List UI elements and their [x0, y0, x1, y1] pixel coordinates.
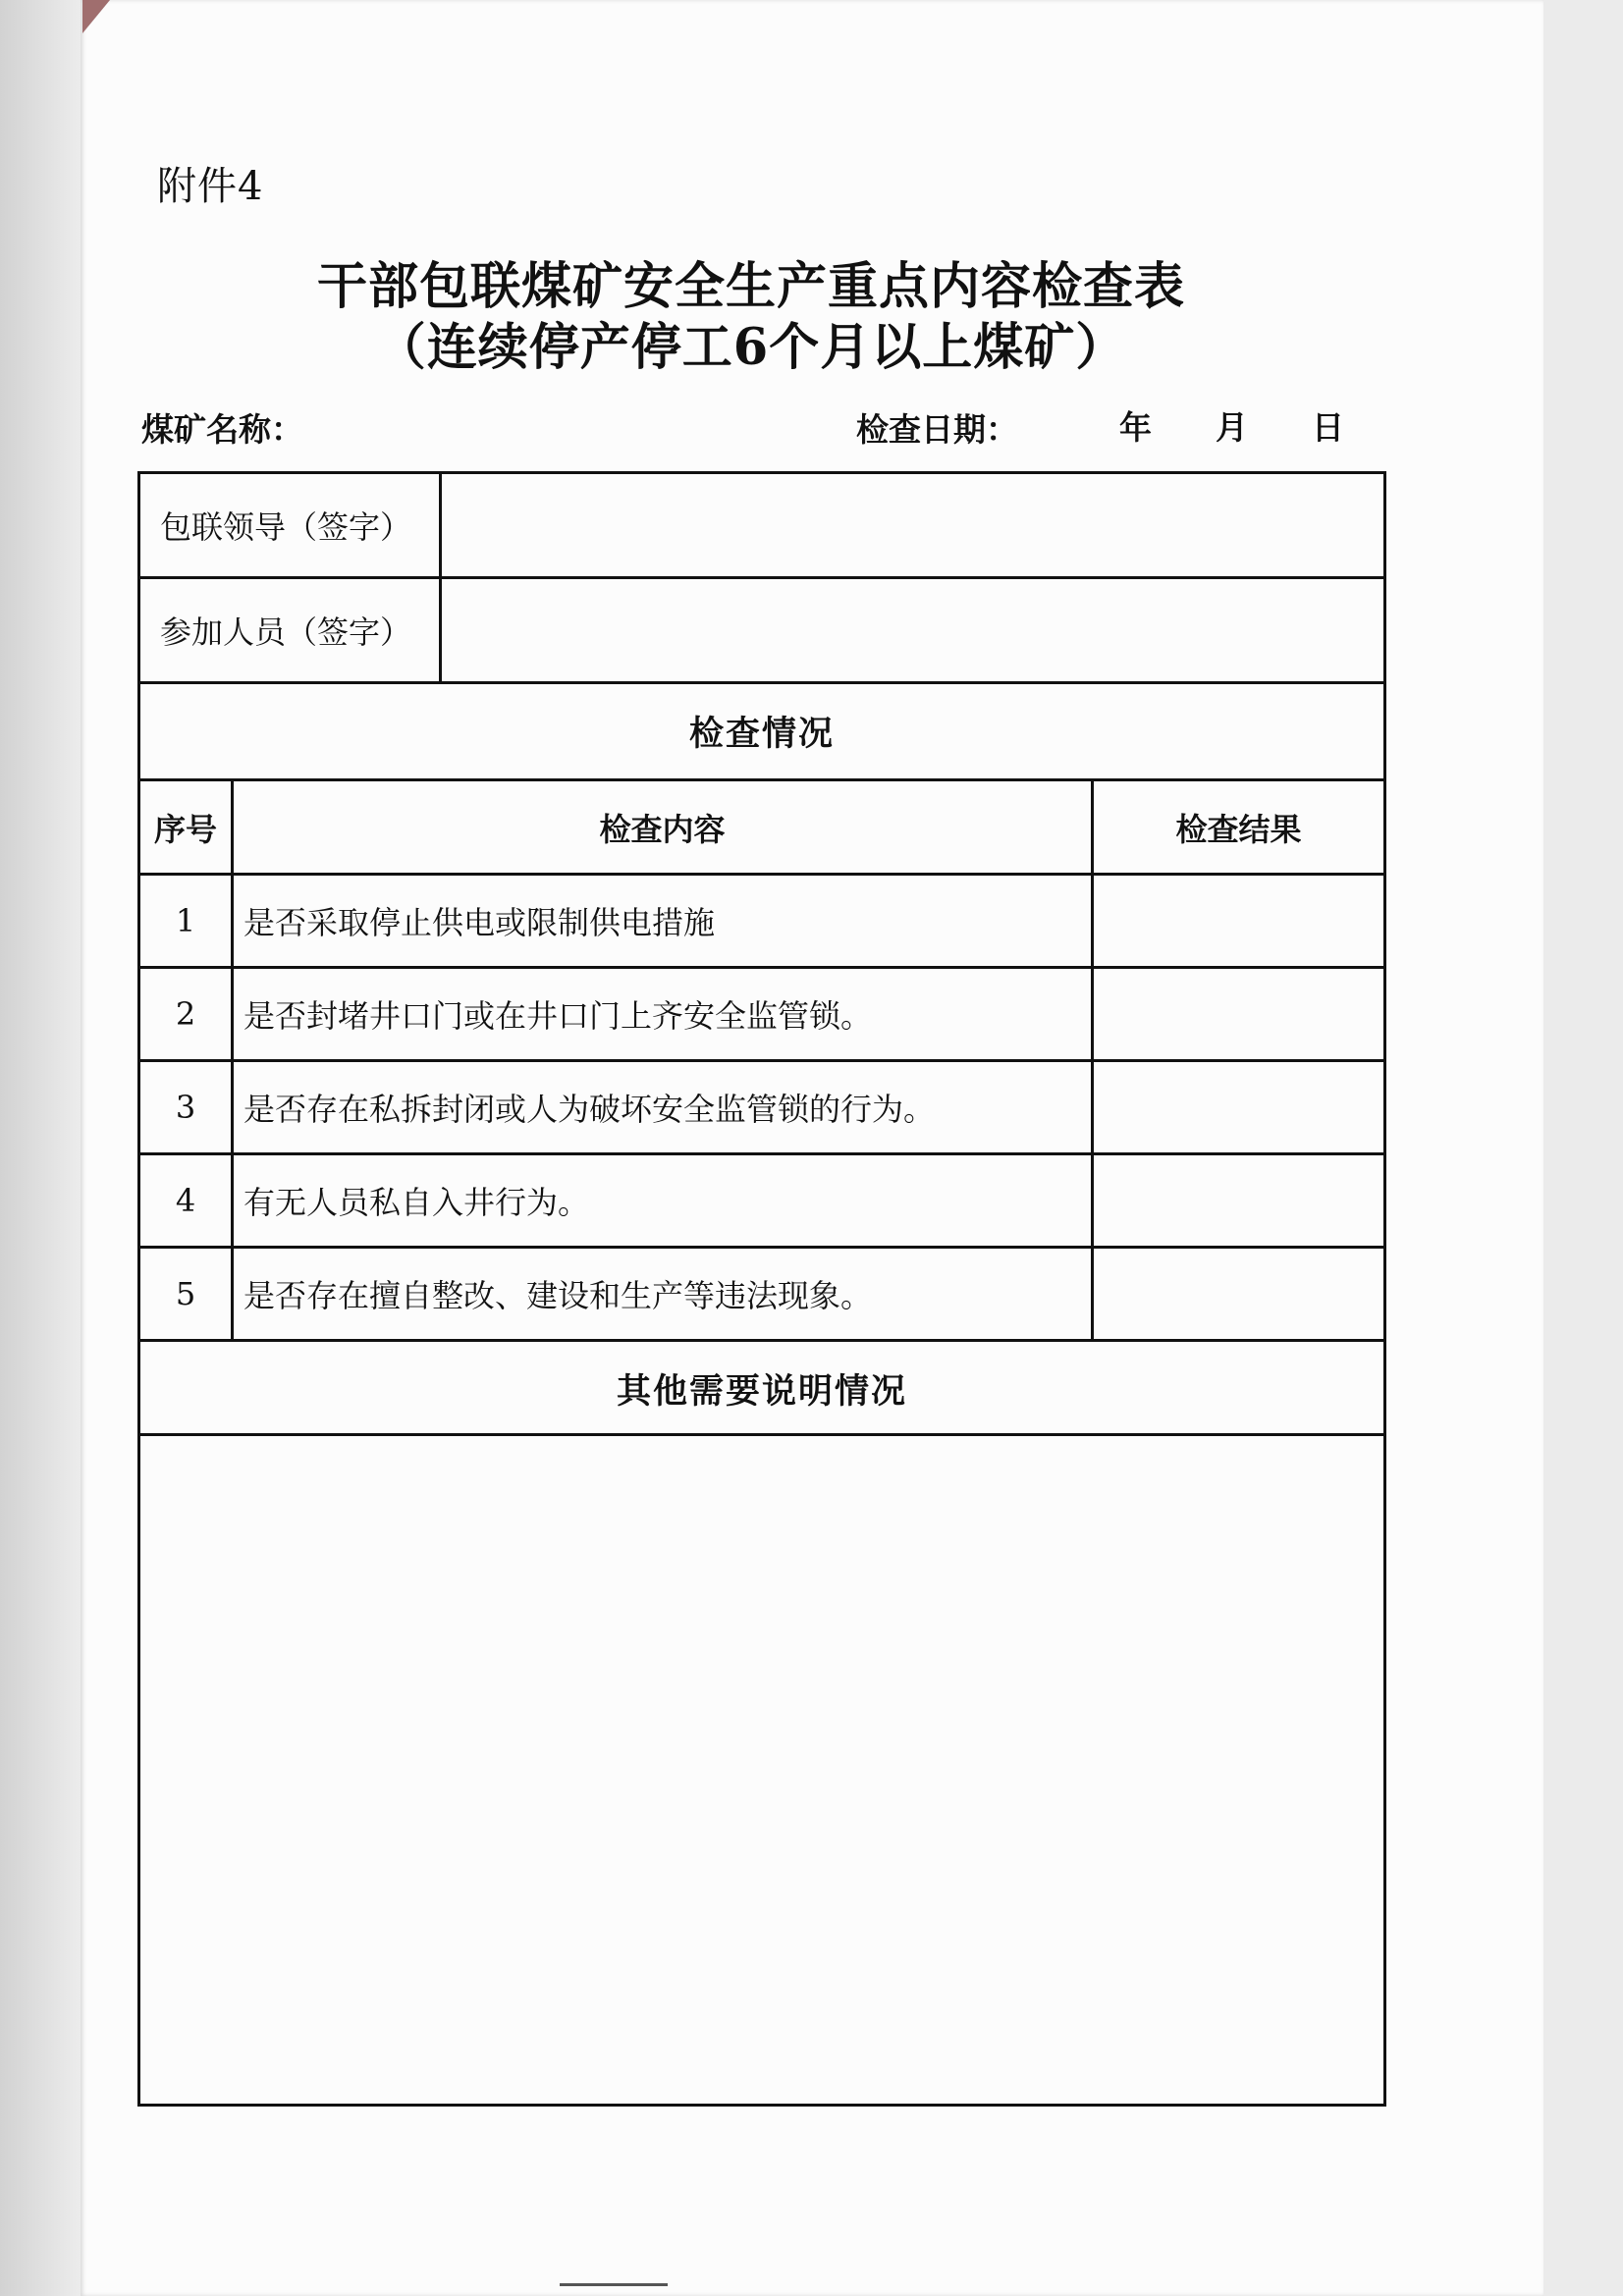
item-no: 5	[175, 1275, 196, 1312]
document-subtitle: （连续停产停工6个月以上煤矿）	[375, 318, 1127, 377]
item-result-field[interactable]	[1091, 969, 1383, 1059]
notes-section-title: 其他需要说明情况	[616, 1371, 907, 1412]
table-row	[140, 876, 1383, 969]
inspection-form-table	[137, 471, 1386, 2107]
leader-signature-field[interactable]	[439, 474, 1383, 576]
leader-signature-label: 包联领导（签字）	[160, 508, 412, 546]
notes-section-row	[140, 1342, 1383, 1436]
item-result-field[interactable]	[1091, 1155, 1383, 1246]
item-content: 是否存在私拆封闭或人为破坏安全监管锁的行为。	[231, 1062, 1091, 1152]
header-content: 检查内容	[231, 781, 1091, 873]
item-content: 有无人员私自入井行为。	[231, 1155, 1091, 1246]
participants-signature-field[interactable]	[439, 579, 1383, 681]
mine-name-label: 煤矿名称：	[141, 410, 303, 449]
document-title: 干部包联煤矿安全生产重点内容检查表	[316, 257, 1185, 316]
date-day-label: 日	[1312, 408, 1344, 447]
item-no: 1	[175, 902, 196, 939]
inspection-section-title: 检查情况	[688, 714, 835, 754]
table-row	[140, 1155, 1383, 1249]
signature-row-leader	[140, 474, 1383, 579]
scan-left-shadow	[0, 0, 81, 2296]
annex-label: 附件4	[157, 164, 264, 209]
item-no: 2	[175, 995, 196, 1033]
signature-row-participants	[140, 579, 1383, 684]
item-result-field[interactable]	[1091, 1249, 1383, 1339]
check-date-label: 检查日期：	[856, 410, 1018, 449]
date-month-label: 月	[1216, 408, 1248, 447]
item-result-field[interactable]	[1091, 876, 1383, 966]
date-year-label: 年	[1119, 408, 1152, 447]
footer-divider	[560, 2283, 668, 2286]
notes-field[interactable]	[140, 1436, 1383, 2104]
item-content: 是否采取停止供电或限制供电措施	[231, 876, 1091, 966]
item-content: 是否封堵井口门或在井口门上齐安全监管锁。	[231, 969, 1091, 1059]
header-no: 序号	[153, 810, 217, 848]
item-no: 3	[175, 1089, 196, 1126]
header-result: 检查结果	[1091, 781, 1383, 873]
table-row	[140, 1249, 1383, 1342]
item-no: 4	[175, 1182, 196, 1219]
notes-area-row	[140, 1436, 1383, 2104]
inspection-section-row	[140, 684, 1383, 781]
item-result-field[interactable]	[1091, 1062, 1383, 1152]
table-row	[140, 969, 1383, 1062]
participants-signature-label: 参加人员（签字）	[160, 614, 412, 651]
table-row	[140, 1062, 1383, 1155]
table-header-row	[140, 781, 1383, 876]
item-content: 是否存在擅自整改、建设和生产等违法现象。	[231, 1249, 1091, 1339]
